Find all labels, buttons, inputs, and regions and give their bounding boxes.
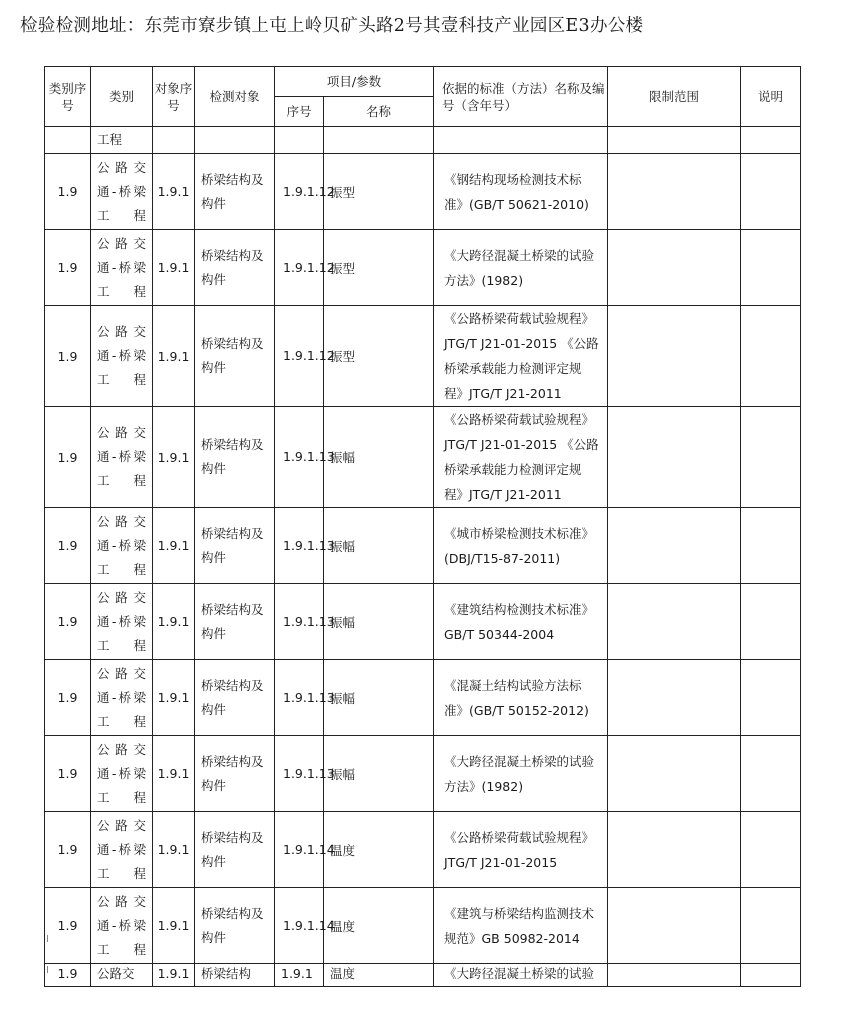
table-row <box>45 407 801 508</box>
cell-item-no: 1.9.1.13 <box>275 736 324 812</box>
cell-note <box>741 230 801 306</box>
cell-standard: 《公路桥梁荷载试验规程》JTG/T J21-01-2015 <box>434 812 608 888</box>
cell-standard: 《大跨径混凝土桥梁的试验 <box>434 964 608 987</box>
cell-limit <box>608 154 741 230</box>
header-obj: 检测对象 <box>195 67 275 127</box>
cell-cat: 公路交通-桥梁工程 <box>91 812 153 888</box>
header-note: 说明 <box>741 67 801 127</box>
cell-note <box>741 888 801 964</box>
cell-cat: 公路交通-桥梁工程 <box>91 584 153 660</box>
cell-obj: 桥梁结构及构件 <box>195 660 275 736</box>
header-item-name: 名称 <box>324 97 434 127</box>
cell-limit <box>608 964 741 987</box>
cell-cat-no: 1.9 <box>45 736 91 812</box>
cell-item-no: 1.9.1.13 <box>275 407 324 508</box>
cell-obj-no: 1.9.1 <box>153 888 195 964</box>
cell-standard: 《大跨径混凝土桥梁的试验方法》(1982) <box>434 230 608 306</box>
cell-item-name: 温度 <box>324 964 434 987</box>
cell-cat-no: 1.9 <box>45 964 91 987</box>
header-item-no: 序号 <box>275 97 324 127</box>
cell-obj: 桥梁结构 <box>195 964 275 987</box>
header-cat-no: 类别序号 <box>45 67 91 127</box>
cell-limit <box>608 407 741 508</box>
cell-standard: 《公路桥梁荷载试验规程》JTG/T J21-01-2015 《公路桥梁承载能力检测评定规程》JTG/T J21-2011 <box>434 407 608 508</box>
cell-standard: 《公路桥梁荷载试验规程》JTG/T J21-01-2015 《公路桥梁承载能力检测评定规程》JTG/T J21-2011 <box>434 306 608 407</box>
cell-item-name: 振型 <box>324 154 434 230</box>
cell-cat: 公路交 <box>91 964 153 987</box>
cell-note <box>741 660 801 736</box>
cell-standard: 《建筑结构检测技术标准》GB/T 50344-2004 <box>434 584 608 660</box>
cell-item-name: 振幅 <box>324 508 434 584</box>
cell-obj: 桥梁结构及构件 <box>195 584 275 660</box>
cell-standard: 《建筑与桥梁结构监测技术规范》GB 50982-2014 <box>434 888 608 964</box>
cell-cat-no: 1.9 <box>45 660 91 736</box>
header-cat: 类别 <box>91 67 153 127</box>
cell-item-name: 温度 <box>324 812 434 888</box>
cell-item-no: 1.9.1.13 <box>275 660 324 736</box>
cell-item-name: 振幅 <box>324 584 434 660</box>
cell-item-no: 1.9.1.14 <box>275 812 324 888</box>
table-row <box>45 736 801 812</box>
cell-cat: 公路交通-桥梁工程 <box>91 230 153 306</box>
table-row <box>45 154 801 230</box>
cell-obj: 桥梁结构及构件 <box>195 888 275 964</box>
cell-obj: 桥梁结构及构件 <box>195 154 275 230</box>
table-row <box>45 508 801 584</box>
cell-limit <box>608 508 741 584</box>
table-row <box>45 660 801 736</box>
cell-item-no: 1.9.1.12 <box>275 230 324 306</box>
document-heading: 检验检测地址：东莞市寮步镇上屯上岭贝矿头路2号其壹科技产业园区E3办公楼 <box>20 16 644 36</box>
cell-item-no: 1.9.1.12 <box>275 154 324 230</box>
table-row <box>45 888 801 964</box>
cell-item-no: 1.9.1.12 <box>275 306 324 407</box>
cell-obj: 桥梁结构及构件 <box>195 812 275 888</box>
qualification-table <box>44 66 801 987</box>
cell-note <box>741 508 801 584</box>
cell-note <box>741 812 801 888</box>
table-row <box>45 230 801 306</box>
cell-cat-no: 1.9 <box>45 306 91 407</box>
cell-cat-no: 1.9 <box>45 508 91 584</box>
cell-limit <box>608 230 741 306</box>
cell-note <box>741 407 801 508</box>
header-row <box>45 67 801 97</box>
cell-note <box>741 306 801 407</box>
cell-cat: 公路交通-桥梁工程 <box>91 736 153 812</box>
cell-item-no: 1.9.1.14 <box>275 888 324 964</box>
cell-note <box>741 584 801 660</box>
cell-cat: 公路交通-桥梁工程 <box>91 306 153 407</box>
cell-limit <box>608 736 741 812</box>
cell-obj: 桥梁结构及构件 <box>195 230 275 306</box>
cell-obj: 桥梁结构及构件 <box>195 306 275 407</box>
cell-standard: 《大跨径混凝土桥梁的试验方法》(1982) <box>434 736 608 812</box>
cell-item-no: 1.9.1 <box>275 964 324 987</box>
cell-obj: 桥梁结构及构件 <box>195 736 275 812</box>
header-limit: 限制范围 <box>608 67 741 127</box>
cell-limit <box>608 660 741 736</box>
cell-note <box>741 964 801 987</box>
header-item-group: 项目/参数 <box>275 67 434 97</box>
cell-note <box>741 154 801 230</box>
cell-limit <box>608 812 741 888</box>
continuation-row <box>45 127 801 154</box>
cell-item-no: 1.9.1.13 <box>275 584 324 660</box>
scan-mark <box>47 966 48 973</box>
cell-cat: 公路交通-桥梁工程 <box>91 888 153 964</box>
cell-obj: 桥梁结构及构件 <box>195 407 275 508</box>
cell-item-name: 温度 <box>324 888 434 964</box>
cell-cat-no: 1.9 <box>45 154 91 230</box>
cell-cat-no: 1.9 <box>45 407 91 508</box>
scan-mark <box>47 935 48 942</box>
cell-item-name: 振幅 <box>324 736 434 812</box>
table-row <box>45 584 801 660</box>
cell-cat: 公路交通-桥梁工程 <box>91 154 153 230</box>
cell-note <box>741 736 801 812</box>
table-row-partial <box>45 964 801 987</box>
cell-obj-no: 1.9.1 <box>153 306 195 407</box>
cell-obj-no: 1.9.1 <box>153 230 195 306</box>
cell-cat: 公路交通-桥梁工程 <box>91 508 153 584</box>
cell-cat: 工程 <box>91 127 153 154</box>
table-row <box>45 306 801 407</box>
cell-standard: 《混凝土结构试验方法标准》(GB/T 50152-2012) <box>434 660 608 736</box>
cell-cat-no: 1.9 <box>45 230 91 306</box>
cell-cat: 公路交通-桥梁工程 <box>91 407 153 508</box>
cell-item-name: 振幅 <box>324 660 434 736</box>
cell-obj-no: 1.9.1 <box>153 660 195 736</box>
cell-obj-no: 1.9.1 <box>153 736 195 812</box>
cell-obj-no: 1.9.1 <box>153 584 195 660</box>
cell-item-name: 振型 <box>324 230 434 306</box>
cell-limit <box>608 306 741 407</box>
cell-obj-no: 1.9.1 <box>153 812 195 888</box>
cell-item-name: 振型 <box>324 306 434 407</box>
cell-limit <box>608 584 741 660</box>
cell-standard: 《钢结构现场检测技术标准》(GB/T 50621-2010) <box>434 154 608 230</box>
cell-standard: 《城市桥梁检测技术标准》(DBJ/T15-87-2011) <box>434 508 608 584</box>
cell-cat-no: 1.9 <box>45 888 91 964</box>
cell-cat: 公路交通-桥梁工程 <box>91 660 153 736</box>
cell-obj-no: 1.9.1 <box>153 407 195 508</box>
cell-item-name: 振幅 <box>324 407 434 508</box>
cell-cat-no: 1.9 <box>45 584 91 660</box>
table-row <box>45 812 801 888</box>
cell-item-no: 1.9.1.13 <box>275 508 324 584</box>
cell-obj-no: 1.9.1 <box>153 154 195 230</box>
cell-obj-no: 1.9.1 <box>153 508 195 584</box>
cell-cat-no: 1.9 <box>45 812 91 888</box>
header-standard: 依据的标准（方法）名称及编号（含年号） <box>434 67 608 127</box>
cell-limit <box>608 888 741 964</box>
cell-obj-no: 1.9.1 <box>153 964 195 987</box>
header-obj-no: 对象序号 <box>153 67 195 127</box>
cell-obj: 桥梁结构及构件 <box>195 508 275 584</box>
